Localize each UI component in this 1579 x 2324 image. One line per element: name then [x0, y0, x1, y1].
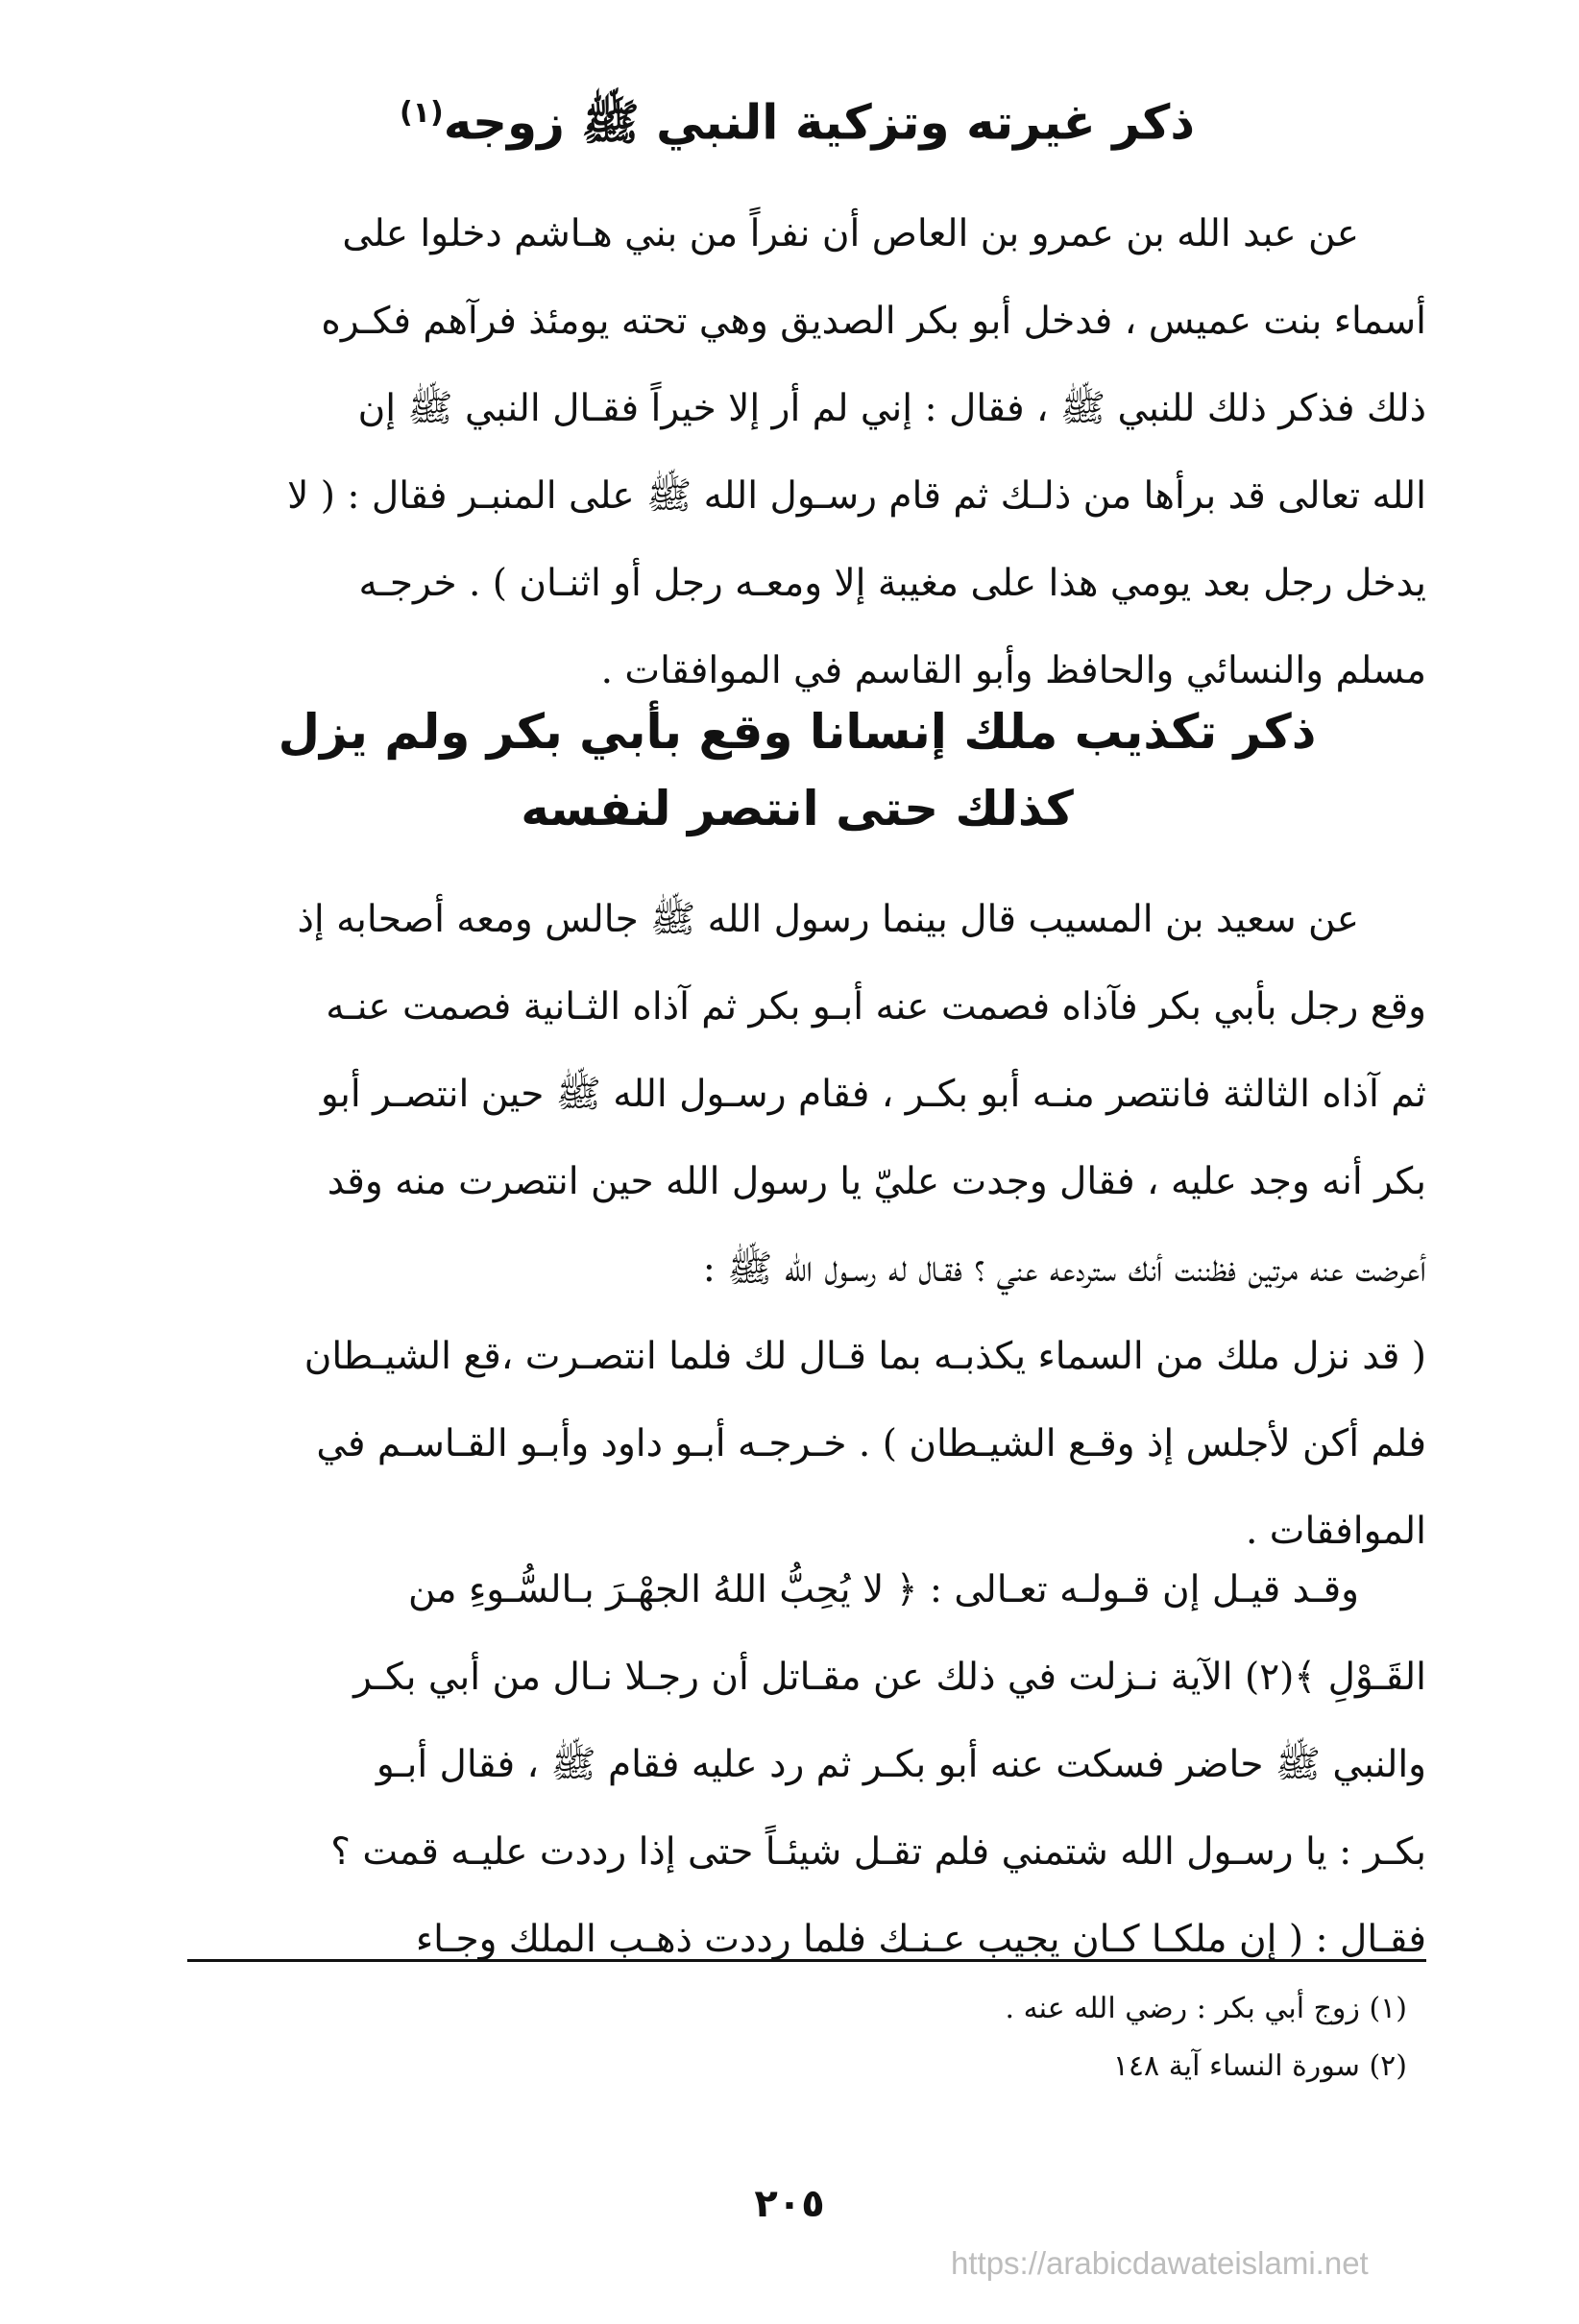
section-heading-1-text: ذكر غيرته وتزكية النبي ﷺ زوجه: [443, 94, 1196, 151]
footnote-1: (١) زوج أبي بكر : رضي الله عنه .: [1005, 1992, 1407, 2025]
paragraph-line: وقـد قيـل إن قـولـه تعـالى : ﴿ لا يُحِبُّ اللهُ الجهْـرَ بـالسُّـوءِ من: [407, 1568, 1359, 1611]
paragraph-3: [187, 1546, 1426, 1983]
paragraph-line: عن سعيد بن المسيب قال بينما رسول الله ﷺ جالس ومعه أصحابه إذ: [297, 898, 1359, 941]
section-heading-1: [173, 75, 1421, 161]
section-heading-2-line-2: كذلك حتى انتصر لنفسه: [521, 781, 1074, 836]
paragraph-line: وقع رجل بأبي بكر فآذاه فصمت عنه أبـو بكر ثم آذاه الثـانية فصمت عنـه: [326, 985, 1426, 1029]
footnotes: [187, 1980, 1407, 2095]
paragraph-line: بكر أنه وجد عليه ، فقال وجدت عليّ يا رسول الله حين انتصرت منه وقد: [327, 1160, 1426, 1203]
paragraph-line: فلم أكن لأجلس إذ وقـع الشيـطان ) . خـرجـه أبـو داود وأبـو القـاسـم في: [316, 1422, 1426, 1465]
paragraph-line: والنبي ﷺ حاضر فسكت عنه أبو بكـر ثم رد عليه فقام ﷺ ، فقال أبـو: [376, 1743, 1426, 1786]
paragraph-line: الموافقات .: [1245, 1510, 1426, 1553]
paragraph-line: يدخل رجل بعد يومي هذا على مغيبة إلا ومعـه رجل أو اثنـان ) . خرجـه: [358, 562, 1426, 605]
footnote-2: (٢) سورة النساء آية ١٤٨: [1112, 2049, 1407, 2083]
paragraph-line: ( قد نزل ملك من السماء يكذبـه بما قـال لك فلما انتصـرت ،قع الشيـطان: [304, 1335, 1426, 1378]
paragraph-line: الله تعالى قد برأها من ذلـك ثم قام رسـول الله ﷺ على المنبـر فقال : ( لا: [287, 474, 1426, 518]
paragraph-line: أسماء بنت عميس ، فدخل أبو بكر الصديق وهي تحته يومئذ فرآهم فكـره: [321, 300, 1426, 343]
heading-footnote-marker: (١): [399, 96, 444, 130]
paragraph-line: مسلم والنسائي والحافظ وأبو القاسم في الموافقات .: [600, 649, 1426, 692]
paragraph-line: عن عبد الله بن عمرو بن العاص أن نفراً من بني هـاشم دخلوا على: [342, 212, 1359, 255]
paragraph-line: فقـال : ( إن ملكـا كـان يجيب عـنـك فلما رددت ذهـب الملك وجـاء: [415, 1918, 1426, 1961]
paragraph-line: ذلك فذكر ذلك للنبي ﷺ ، فقال : إني لم أر إلا خيراً فقـال النبي ﷺ إن: [357, 387, 1426, 430]
paragraph-line: ثم آذاه الثالثة فانتصر منـه أبو بكـر ، فقام رسـول الله ﷺ حين انتصـر أبو: [320, 1073, 1426, 1116]
paragraph-line: بكـر : يا رسـول الله شتمني فلم تقـل شيئـاً حتى إذا رددت عليـه قمت ؟: [330, 1830, 1426, 1874]
paragraph-line: القَـوْلِ ﴾(٢) الآية نـزلت في ذلك عن مقـاتل أن رجـلا نـال من أبي بكـر: [353, 1656, 1426, 1699]
page-number: ٢٠٥: [754, 2182, 825, 2226]
footnote-divider: [187, 1959, 1426, 1962]
section-heading-2-line-1: ذكر تكذيب ملك إنسانا وقع بأبي بكر ولم يزل: [278, 704, 1317, 760]
paragraph-1: [187, 190, 1426, 714]
watermark-url: https://arabicdawateislami.net: [951, 2245, 1369, 2281]
paragraph-2: [187, 876, 1426, 1575]
paragraph-line: أعرضت عنه مرتين فظننت أنك ستردعه عني ؟ فقـال له رسـول الله ﷺ :: [702, 1247, 1426, 1291]
